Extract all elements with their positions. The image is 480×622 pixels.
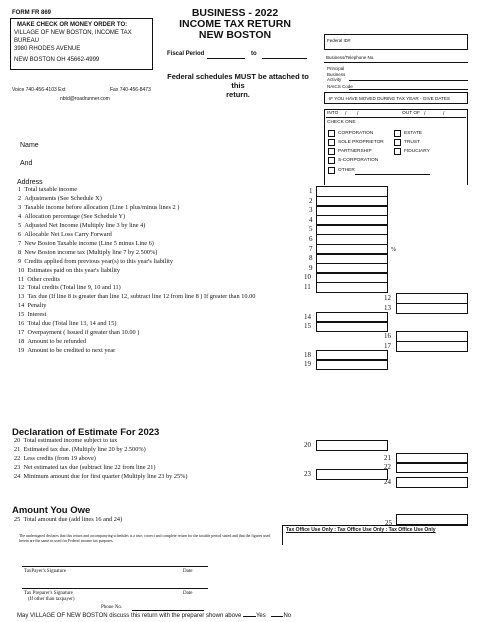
- federal-id-field[interactable]: [324, 34, 468, 50]
- form-number: FORM FR 869: [12, 10, 52, 16]
- line-14-box-number: 14: [304, 313, 311, 321]
- line-13-number: 13: [18, 293, 25, 300]
- phone-field[interactable]: [324, 62, 468, 63]
- line-9-label: Credits applied from previous year(s) to this year's liability: [24, 258, 174, 265]
- line-22-box-number: 22: [384, 463, 391, 471]
- line-11-text: [18, 276, 60, 283]
- line-4-text: [18, 213, 125, 220]
- activity-field[interactable]: [349, 80, 468, 81]
- line-13-text: [18, 293, 255, 300]
- federal-note-line-2: this: [231, 81, 245, 90]
- line-17-number: 17: [18, 329, 25, 336]
- line-11-amount-field[interactable]: [316, 282, 388, 293]
- taxpayer-signature-field[interactable]: [22, 566, 208, 567]
- line-23-box-number: 23: [304, 470, 311, 478]
- office-use-box: [282, 525, 468, 545]
- line-1-box-number: 1: [309, 187, 313, 195]
- line-1-text: [18, 186, 77, 193]
- out-slash-2: /: [443, 111, 445, 117]
- line-21-number: 21: [14, 446, 21, 453]
- s-corporation-checkbox[interactable]: [328, 157, 335, 164]
- line-6-text: [18, 231, 112, 238]
- line-2-label: Adjustments (See Schedule X): [24, 195, 102, 202]
- line-14-label: Penalty: [27, 302, 47, 309]
- declaration-text: The undersigned declares that this return and accompanying schedules is a true, correct and complete return for the taxable period stated and that the figures used herein are the same as used for Federal income tax purposes.: [19, 534, 271, 543]
- and-label: And: [20, 160, 33, 167]
- federal-note-line-3: return.: [226, 90, 250, 99]
- federal-note-line-1: Federal schedules MUST be attached to: [167, 72, 309, 81]
- fiscal-period-to-label: to: [251, 51, 257, 57]
- line-19-number: 19: [18, 347, 25, 354]
- partnership-checkbox[interactable]: [328, 148, 335, 155]
- line-16-label: Total due (Total line 13, 14 and 15): [27, 320, 117, 327]
- phone-number-label: Phone No.: [101, 605, 123, 610]
- line-1-label: Total taxable income: [24, 186, 78, 193]
- line-17-text: [18, 329, 139, 336]
- payee-heading: MAKE CHECK OR MONEY ORDER TO:: [17, 22, 128, 28]
- payee-line-3: 3980 RHODES AVENUE: [14, 46, 81, 52]
- into-label: INTO: [327, 111, 339, 116]
- line-4-box-number: 4: [309, 215, 313, 224]
- fiscal-period-start-field[interactable]: [207, 58, 245, 59]
- line-4-number: 4: [18, 213, 22, 220]
- line-15-box-number: 15: [304, 322, 311, 330]
- corporation-checkbox[interactable]: [328, 130, 335, 137]
- title-line-1: BUSINESS - 2022: [191, 7, 279, 19]
- line-3-box-number: 3: [309, 206, 313, 215]
- moved-label: IF YOU HAVE MOVED DURING TAX YEAR - GIVE DATES: [329, 96, 450, 101]
- line-17-amount-field[interactable]: [396, 341, 468, 352]
- line-23-number: 23: [14, 464, 21, 471]
- preparer-signature-label: Tax Preparer's Signature: [24, 591, 73, 596]
- sole-proprietor-label: SOLE PROPRIETOR: [338, 140, 384, 145]
- line-10-text: [18, 267, 120, 274]
- line-25-box-number: 25: [385, 519, 392, 527]
- line-6-number: 6: [18, 231, 22, 238]
- trust-label: TRUST: [404, 140, 420, 145]
- line-2-box-number: 2: [309, 196, 313, 205]
- other-label: OTHER: [338, 168, 355, 173]
- line-8-text: [18, 249, 157, 256]
- percent-symbol: %: [391, 247, 396, 253]
- line-25-number: 25: [14, 516, 21, 523]
- line-14-text: [18, 302, 46, 309]
- line-7-number: 7: [18, 240, 22, 247]
- line-21-text: [14, 446, 146, 453]
- line-24-amount-field[interactable]: [396, 477, 468, 488]
- into-slash-2: /: [357, 111, 359, 117]
- fiscal-period-label: Fiscal Period: [167, 51, 205, 57]
- line-24-number: 24: [14, 473, 21, 480]
- discuss-no-label: No: [283, 613, 292, 619]
- line-5-text: [18, 222, 145, 229]
- line-19-amount-field[interactable]: [316, 359, 388, 370]
- estate-checkbox[interactable]: [394, 130, 401, 137]
- line-18-number: 18: [18, 338, 25, 345]
- email-address: nbtd@roadrunner.com: [60, 96, 110, 102]
- line-12-label: Total credits (Total line 9, 10 and 11): [27, 284, 121, 291]
- line-24-text: [14, 473, 188, 480]
- line-9-box-number: 9: [309, 263, 313, 272]
- line-3-text: [18, 204, 179, 211]
- line-7-text: [18, 240, 154, 247]
- federal-note: [158, 72, 318, 99]
- line-20-number: 20: [14, 437, 21, 444]
- line-5-box-number: 5: [309, 225, 313, 234]
- line-22-number: 22: [14, 455, 21, 462]
- line-11-number: 11: [18, 276, 25, 283]
- line-23-label: Net estimated tax due (subtract line 22 from line 21): [23, 464, 156, 471]
- check-one-label: CHECK ONE: [327, 120, 356, 125]
- line-8-label: New Boston income tax (Multiply line 7 by 2.500%): [24, 249, 158, 256]
- taxpayer-date-label: Date: [183, 569, 193, 574]
- payee-line-1: VILLAGE OF NEW BOSTON, INCOME TAX: [14, 30, 132, 36]
- activity-label-2: Business: [327, 71, 346, 77]
- other-field[interactable]: [355, 174, 430, 175]
- title-line-3: NEW BOSTON: [198, 29, 272, 41]
- line-13-box-number: 13: [384, 304, 391, 312]
- line-22-label: Less credits (from 19 above): [23, 455, 96, 462]
- line-1-number: 1: [18, 186, 22, 193]
- office-use-label: Tax Office Use Only : Tax Office Use Only : Tax Office Use Only: [286, 527, 436, 533]
- discuss-yes-field[interactable]: [243, 616, 256, 617]
- line-16-number: 16: [18, 320, 25, 327]
- address-label: Address: [17, 179, 43, 186]
- name-label: Name: [20, 142, 39, 149]
- line-17-box-number: 17: [384, 342, 391, 350]
- line-11-box-number: 11: [304, 283, 311, 291]
- phone-label: Business/Telephone No.: [326, 55, 375, 60]
- line-11-label: Other credits: [27, 276, 60, 283]
- line-7-box-number: 7: [309, 244, 313, 253]
- line-20-amount-field[interactable]: [316, 440, 388, 451]
- line-17-label: Overpayment ( Issued if greater than 10.00 ): [27, 329, 140, 336]
- line-6-box-number: 6: [309, 235, 313, 243]
- line-14-number: 14: [18, 302, 25, 309]
- other-checkbox[interactable]: [328, 167, 335, 174]
- line-10-label: Estimates paid on this year's liability: [27, 267, 121, 274]
- line-19-box-number: 19: [304, 360, 311, 368]
- payee-box: [10, 18, 153, 70]
- partnership-label: PARTNERSHIP: [338, 149, 372, 154]
- line-8-number: 8: [18, 249, 22, 256]
- line-15-number: 15: [18, 311, 25, 318]
- taxpayer-signature-label: TaxPayer's Signature: [24, 569, 67, 574]
- estate-label: ESTATE: [404, 131, 422, 136]
- line-16-box-number: 16: [384, 332, 391, 340]
- fiduciary-checkbox[interactable]: [394, 148, 401, 155]
- line-13-amount-field[interactable]: [396, 303, 468, 314]
- line-19-text: [18, 347, 115, 354]
- title-line-2: INCOME TAX RETURN: [179, 18, 291, 30]
- discuss-yes-label: Yes: [255, 613, 266, 619]
- line-2-text: [18, 195, 102, 202]
- line-12-text: [18, 284, 121, 291]
- line-23-amount-field[interactable]: [316, 469, 388, 480]
- line-20-box-number: 20: [304, 441, 311, 449]
- line-24-box-number: 24: [384, 478, 391, 486]
- line-21-box-number: 21: [384, 454, 391, 462]
- moved-banner: [324, 92, 468, 104]
- line-18-box-number: 18: [304, 351, 311, 359]
- corporation-label: CORPORATION: [338, 131, 374, 136]
- line-15-amount-field[interactable]: [316, 321, 388, 332]
- federal-id-label: Federal ID#: [327, 38, 351, 43]
- line-25-label: Total amount due (add lines 16 and 24): [23, 516, 123, 523]
- estimate-heading: Declaration of Estimate For 2023: [12, 427, 160, 438]
- out-slash-1: /: [424, 111, 426, 117]
- line-2-number: 2: [18, 195, 22, 202]
- sole-proprietor-checkbox[interactable]: [328, 139, 335, 146]
- activity-label: [327, 66, 345, 83]
- naics-field[interactable]: [349, 89, 468, 90]
- s-corporation-label: S-CORPORATION: [338, 158, 379, 163]
- line-25-text: [14, 516, 122, 523]
- line-10-box-number: 10: [304, 273, 311, 282]
- discuss-text: May VILLAGE OF NEW BOSTON discuss this return with the preparer shown above: [17, 613, 242, 619]
- activity-label-1: Principal: [327, 66, 345, 71]
- preparer-phone-field[interactable]: [132, 610, 204, 611]
- line-4-label: Allocation percentage (See Schedule Y): [24, 213, 126, 220]
- fiscal-period-end-field[interactable]: [262, 58, 307, 59]
- out-of-label: OUT OF: [402, 111, 421, 116]
- preparer-signature-field[interactable]: [22, 588, 208, 589]
- fax-number: Fax 740-456-8473: [110, 87, 151, 93]
- line-21-label: Estimated tax due. (Multiply line 20 by 2.500%): [23, 446, 146, 453]
- preparer-note: (If other than taxpayer): [28, 597, 75, 602]
- line-15-label: Interest: [27, 311, 47, 318]
- line-23-text: [14, 464, 155, 471]
- discuss-question: [17, 613, 291, 619]
- payee-line-2: BUREAU: [14, 38, 40, 44]
- move-dates-rule: [326, 117, 466, 118]
- preparer-date-label: Date: [183, 591, 193, 596]
- naics-label: NAICS Code: [327, 84, 353, 89]
- line-19-label: Amount to be credited to next year: [27, 347, 116, 354]
- owe-heading: Amount You Owe: [12, 505, 91, 516]
- line-8-box-number: 8: [309, 254, 313, 263]
- line-9-number: 9: [18, 258, 22, 265]
- line-15-text: [18, 311, 46, 318]
- line-9-text: [18, 258, 173, 265]
- line-5-number: 5: [18, 222, 22, 229]
- line-18-label: Amount to be refunded: [27, 338, 87, 345]
- voice-number: Voice 740-456-4103 Ext: [12, 87, 66, 93]
- line-18-text: [18, 338, 86, 345]
- line-3-label: Taxable income before allocation (Line 1 plus/minus lines 2 ): [24, 204, 180, 211]
- line-22-amount-field[interactable]: [396, 462, 468, 473]
- discuss-no-field[interactable]: [271, 616, 283, 617]
- line-22-text: [14, 455, 96, 462]
- fiduciary-label: FIDUCIARY: [404, 149, 430, 154]
- line-25-amount-field[interactable]: [396, 514, 468, 525]
- line-24-label: Minimum amount due for first quarter (Multiply line 23 by 25%): [23, 473, 188, 480]
- into-slash-1: /: [345, 111, 347, 117]
- line-3-number: 3: [18, 204, 22, 211]
- line-13-label: Tax due (If line 8 is greater than line 12, subtract line 12 from line 8 ) If greater than 10.00: [27, 293, 256, 300]
- line-12-box-number: 12: [384, 294, 391, 302]
- line-12-number: 12: [18, 284, 25, 291]
- line-10-number: 10: [18, 267, 25, 274]
- line-20-text: [14, 437, 117, 444]
- line-6-label: Allocable Net Loss Carry Forward: [24, 231, 112, 238]
- payee-line-4: NEW BOSTON OH 45662-4999: [14, 57, 100, 63]
- page-title: [170, 8, 300, 41]
- line-5-label: Adjusted Net Income (Multiply line 3 by line 4): [24, 222, 146, 229]
- line-20-label: Total estimated income subject to tax: [23, 437, 118, 444]
- trust-checkbox[interactable]: [394, 139, 401, 146]
- activity-label-3: Activity: [327, 77, 342, 82]
- line-16-text: [18, 320, 116, 327]
- line-7-label: New Boston Taxable income (Line 5 minus Line 6): [24, 240, 154, 247]
